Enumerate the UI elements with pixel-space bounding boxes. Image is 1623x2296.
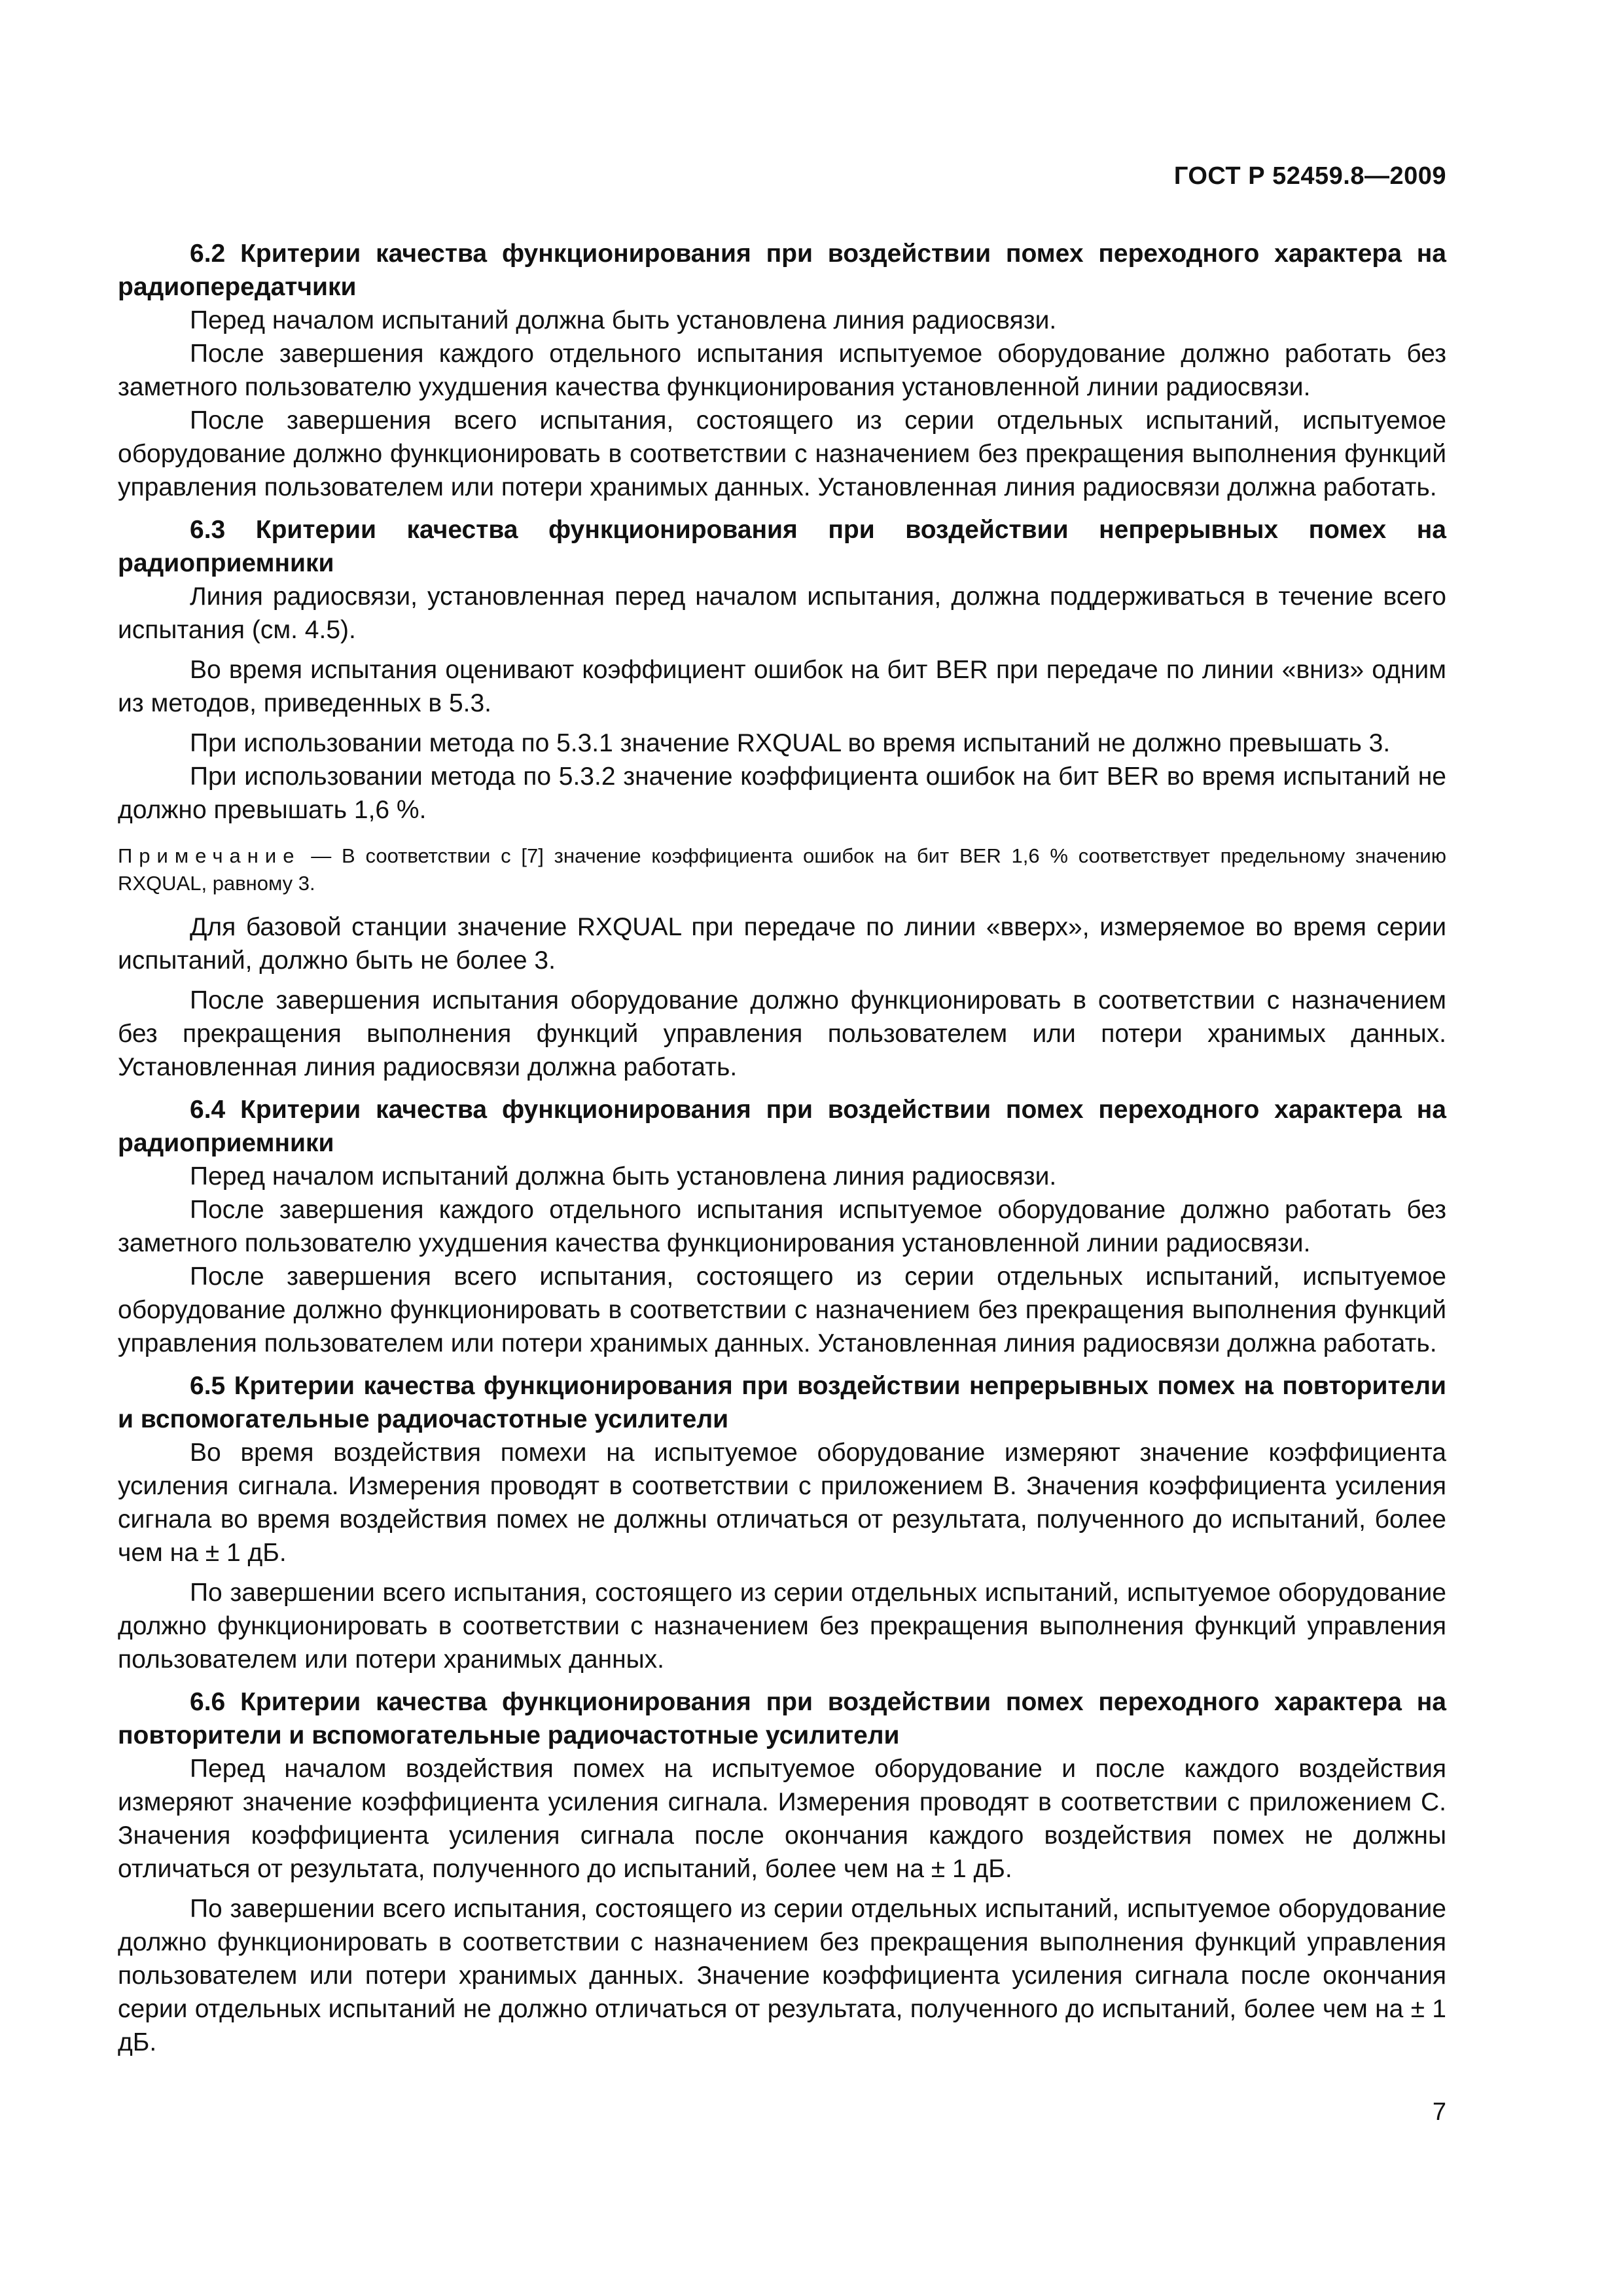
page-number: 7: [1432, 2098, 1446, 2126]
paragraph: После завершения всего испытания, состоящего из серии отдельных испытаний, испытуемое оборудование должно функционировать в соответствии с назначением без прекращения выполнения функций управления пользователем или потери хранимых данных. Установленная линия радиосвязи должна работать.: [118, 1263, 1446, 1357]
paragraph: После завершения всего испытания, состоящего из серии отдельных испытаний, испытуемое оборудование должно функционировать в соответствии с назначением без прекращения выполнения функций управления пользователем или потери хранимых данных. Установленная линия радиосвязи должна работать.: [118, 406, 1446, 501]
paragraph: При использовании метода по 5.3.2 значение коэффициента ошибок на бит BER во время испытаний не должно превышать 1,6 %.: [118, 762, 1446, 824]
paragraph: По завершении всего испытания, состоящего из серии отдельных испытаний, испытуемое оборудование должно функционировать в соответствии с назначением без прекращения выполнения функций управления пользователем или потери хранимых данных.: [118, 1579, 1446, 1674]
paragraph: При использовании метода по 5.3.1 значение RXQUAL во время испытаний не должно превышать 3.: [190, 729, 1391, 757]
note-label: Примечание: [118, 844, 301, 867]
note: [118, 842, 1446, 897]
paragraph: Во время воздействия помехи на испытуемое оборудование измеряют значение коэффициента усиления сигнала. Измерения проводят в соответствии с приложением В. Значения коэффициента усиления сигнала во время воздействия помех не должны отличаться от результата, полученного до испытаний, более чем на ± 1 дБ.: [118, 1439, 1446, 1567]
paragraph: После завершения каждого отдельного испытания испытуемое оборудование должно работать без заметного пользователю ухудшения качества функционирования установленной линии радиосвязи.: [118, 1196, 1446, 1257]
paragraph: Перед началом воздействия помех на испытуемое оборудование и после каждого воздействия измеряют значение коэффициента усиления сигнала. Измерения проводят в соответствии с приложением С. Значения коэффициента усиления сигнала после окончания каждого воздействия помех не должны отличаться от результата, полученного до испытаний, более чем на ± 1 дБ.: [118, 1755, 1446, 1883]
note-text: — В соответствии с [7] значение коэффициента ошибок на бит BER 1,6 % соответствует предельному значению RXQUAL, равному 3.: [118, 844, 1446, 895]
section-heading-6-2: 6.2 Критерии качества функционирования при воздействии помех переходного характера на радиопередатчики: [118, 240, 1446, 301]
section-heading-6-3: 6.3 Критерии качества функционирования при воздействии непрерывных помех на радиоприемники: [118, 516, 1446, 577]
paragraph: Во время испытания оценивают коэффициент ошибок на бит BER при передаче по линии «вниз» одним из методов, приведенных в 5.3.: [118, 656, 1446, 717]
paragraph: После завершения каждого отдельного испытания испытуемое оборудование должно работать без заметного пользователю ухудшения качества функционирования установленной линии радиосвязи.: [118, 340, 1446, 401]
paragraph: Перед началом испытаний должна быть установлена линия радиосвязи.: [190, 306, 1057, 334]
paragraph: Перед началом испытаний должна быть установлена линия радиосвязи.: [190, 1162, 1057, 1191]
paragraph: По завершении всего испытания, состоящего из серии отдельных испытаний, испытуемое оборудование должно функционировать в соответствии с назначением без прекращения выполнения функций управления пользователем или потери хранимых данных. Значение коэффициента усиления сигнала после окончания серии отдельных испытаний не должно отличаться от результата, полученного до испытаний, более чем на ± 1 дБ.: [118, 1895, 1446, 2056]
document-body: [118, 237, 1446, 2059]
section-heading-6-4: 6.4 Критерии качества функционирования при воздействии помех переходного характера на радиоприемники: [118, 1096, 1446, 1157]
section-heading-6-5: 6.5 Критерии качества функционирования при воздействии непрерывных помех на повторители и вспомогательные радиочастотные усилители: [118, 1372, 1446, 1433]
paragraph: После завершения испытания оборудование должно функционировать в соответствии с назначением без прекращения выполнения функций управления пользователем или потери хранимых данных. Установленная линия радиосвязи должна работать.: [118, 986, 1446, 1081]
section-heading-6-6: 6.6 Критерии качества функционирования при воздействии помех переходного характера на повторители и вспомогательные радиочастотные усилители: [118, 1688, 1446, 1749]
standard-code: ГОСТ Р 52459.8—2009: [1173, 162, 1446, 190]
paragraph: Линия радиосвязи, установленная перед началом испытания, должна поддерживаться в течение всего испытания (см. 4.5).: [118, 583, 1446, 644]
paragraph: Для базовой станции значение RXQUAL при передаче по линии «вверх», измеряемое во время серии испытаний, должно быть не более 3.: [118, 913, 1446, 975]
